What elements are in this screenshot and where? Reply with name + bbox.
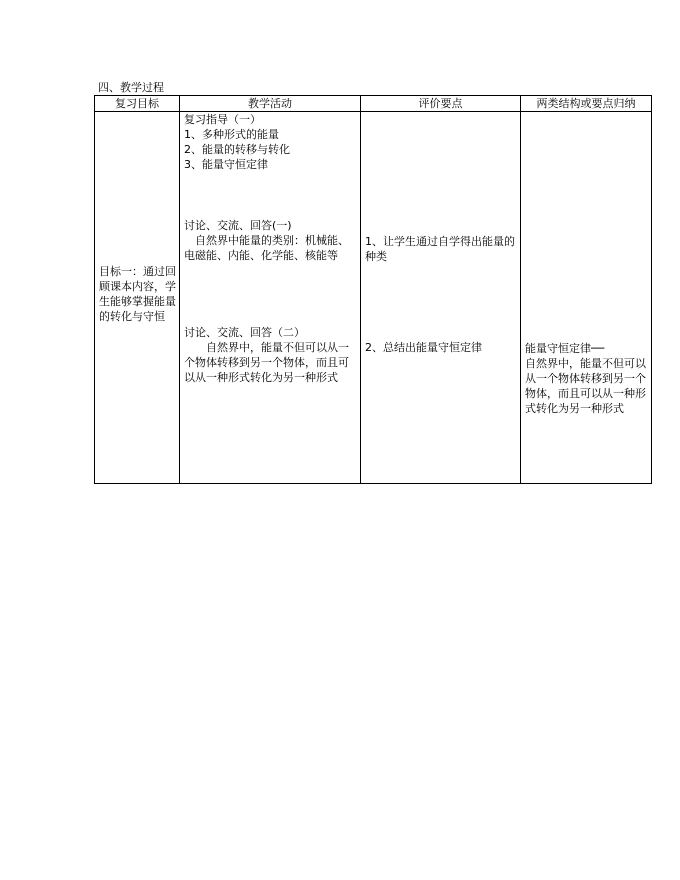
goal-text: 目标一：通过回顾课本内容，学生能够掌握能量的转化与守恒 <box>99 265 176 323</box>
guide-title: 复习指导（一） <box>184 113 261 126</box>
table-row <box>95 112 652 484</box>
guide-item-3: 3、能量守恒定律 <box>184 158 268 171</box>
discussion2-title: 讨论、交流、回答（二） <box>184 326 305 339</box>
summary-cell <box>521 112 652 484</box>
activity-cell <box>180 112 361 484</box>
evaluation-point-1: 1、让学生通过自学得出能量的种类 <box>365 235 515 263</box>
discussion1-text: 自然界中能量的类别：机械能、电磁能、内能、化学能、核能等 <box>184 234 349 262</box>
header-teaching-activity: 教学活动 <box>180 96 361 112</box>
evaluation-point-2: 2、总结出能量守恒定律 <box>365 341 482 354</box>
guide-item-2: 2、能量的转移与转化 <box>184 143 290 156</box>
section-title: 四、教学过程 <box>98 81 164 94</box>
summary-title: 能量守恒定律── <box>525 342 605 355</box>
summary-text: 自然界中，能量不但可以从一个物体转移到另一个物体，而且可以从一种形式转化为另一种形式 <box>525 357 646 415</box>
goal-cell <box>95 112 180 484</box>
header-review-goal: 复习目标 <box>95 96 180 112</box>
guide-item-1: 1、多种形式的能量 <box>184 128 279 141</box>
table-header-row <box>95 96 652 112</box>
teaching-process-table <box>94 95 652 484</box>
header-evaluation-points: 评价要点 <box>361 96 521 112</box>
evaluation-cell <box>361 112 521 484</box>
discussion1-title: 讨论、交流、回答(一) <box>184 219 292 232</box>
header-summary: 两类结构或要点归纳 <box>521 96 652 112</box>
discussion2-text: 自然界中，能量不但可以从一个物体转移到另一个物体，而且可以从一种形式转化为另一种形式 <box>184 341 349 384</box>
